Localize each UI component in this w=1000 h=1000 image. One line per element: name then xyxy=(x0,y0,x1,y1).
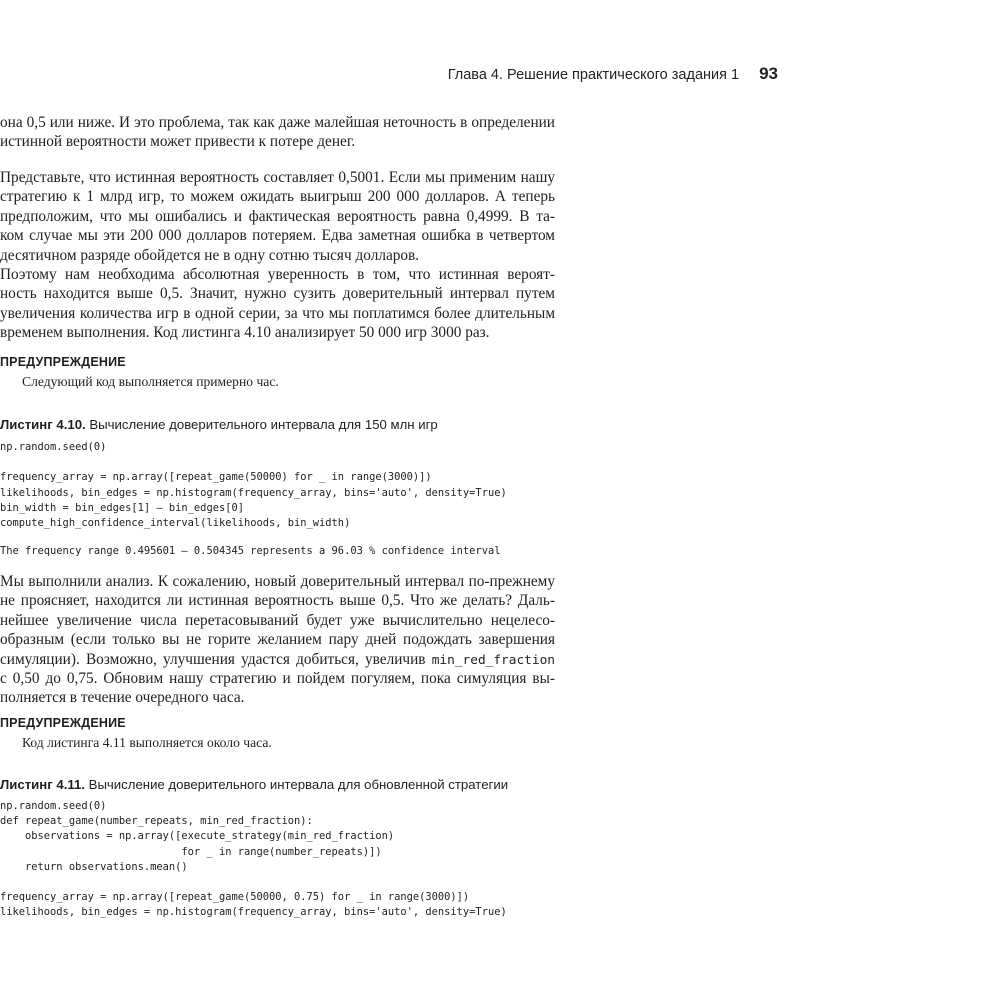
warning-box-1 xyxy=(0,355,555,390)
text-line: десятичном разряде обойдется не в одну сотню тысяч долларов. xyxy=(0,246,420,264)
running-header xyxy=(223,64,778,88)
code-output-1: The frequency range 0.495601 – 0.504345 represents a 96.03 % confidence interval xyxy=(0,545,501,557)
warning-title: ПРЕДУПРЕЖДЕНИЕ xyxy=(0,716,126,730)
text-line: стратегию к 1 млрд игр, то можем ожидать выигрыш 200 000 долларов. А теперь xyxy=(0,188,555,206)
paragraph-4 xyxy=(0,572,555,708)
text-line: полняется в течение очередного часа. xyxy=(0,689,245,707)
page-number: 93 xyxy=(759,64,778,83)
text-line: ность находится выше 0,5. Значит, нужно сузить доверительный интервал путем xyxy=(0,285,555,303)
text-line: с 0,50 до 0,75. Обновим нашу стратегию и пойдем погуляем, пока симуляция вы- xyxy=(0,669,555,687)
text-line: предположим, что мы ошибались и фактическая вероятность равна 0,4999. В та- xyxy=(0,207,555,225)
text-line: она 0,5 или ниже. И это проблема, так как даже малейшая неточность в определении xyxy=(0,114,555,131)
text-line xyxy=(0,650,555,669)
warning-text: Следующий код выполняется примерно час. xyxy=(22,374,279,389)
inline-code: min_red_fraction xyxy=(431,652,555,668)
paragraph-3 xyxy=(0,265,555,343)
warning-box-2 xyxy=(0,716,555,751)
listing-caption-2 xyxy=(0,777,555,792)
text-line: увеличения количества игр в одной серии, за что мы поплатимся более длительным xyxy=(0,304,555,322)
text-line: образным (если только вы не горите желанием пару дней подождать завершения xyxy=(0,631,555,649)
listing-number: Листинг 4.10. xyxy=(0,417,86,432)
code-block-2: np.random.seed(0) def repeat_game(number_repeats, min_red_fraction): observations = np.array([execute_strategy(min_red_fraction) for _ in range(number_repeats)]) return observations.mean() frequency_array = np.array([repeat_game(50000, 0.75) for _ in range(3000)]) likelihoods, bin_edges = np.histogram(frequency_array, bins='auto', density=True) xyxy=(0,800,507,919)
text-line: Поэтому нам необходима абсолютная уверенность в том, что истинная вероят- xyxy=(0,266,555,283)
paragraph-2 xyxy=(0,168,555,265)
text-line: Представьте, что истинная вероятность составляет 0,5001. Если мы применим нашу xyxy=(0,169,555,186)
text-fragment: симуляции). Возможно, улучшения удастся добиться, увеличив xyxy=(0,650,432,668)
warning-title: ПРЕДУПРЕЖДЕНИЕ xyxy=(0,355,126,369)
chapter-title: Глава 4. Решение практического задания 1 xyxy=(447,67,740,83)
paragraph-1 xyxy=(0,113,555,152)
warning-text: Код листинга 4.11 выполняется около часа. xyxy=(22,735,272,750)
text-line: нейшее увеличение числа перетасовываний будет уже вычислительно нецелесо- xyxy=(0,611,555,629)
text-line: Мы выполнили анализ. К сожалению, новый доверительный интервал по-прежнему xyxy=(0,573,555,590)
listing-title: Вычисление доверительного интервала для обновленной стратегии xyxy=(84,777,509,792)
code-block-1: np.random.seed(0) frequency_array = np.array([repeat_game(50000) for _ in range(3000)]) likelihoods, bin_edges = np.histogram(frequency_array, bins='auto', density=True) bin_width = bin_edges[1] – bin_edges[0] compute_high_confidence_interval(likelihoods, bin_width) xyxy=(0,441,507,530)
listing-number: Листинг 4.11. xyxy=(0,777,85,792)
listing-caption-1 xyxy=(0,417,555,432)
text-line: ком случае мы эти 200 000 долларов потеряем. Едва заметная ошибка в четвертом xyxy=(0,227,555,245)
text-line: истинной вероятности может привести к потере денег. xyxy=(0,133,356,151)
text-line: временем выполнения. Код листинга 4.10 анализирует 50 000 игр 3000 раз. xyxy=(0,324,490,342)
text-line: не проясняет, находится ли истинная вероятность выше 0,5. Что же делать? Даль- xyxy=(0,592,555,610)
listing-title: Вычисление доверительного интервала для 150 млн игр xyxy=(85,417,438,432)
